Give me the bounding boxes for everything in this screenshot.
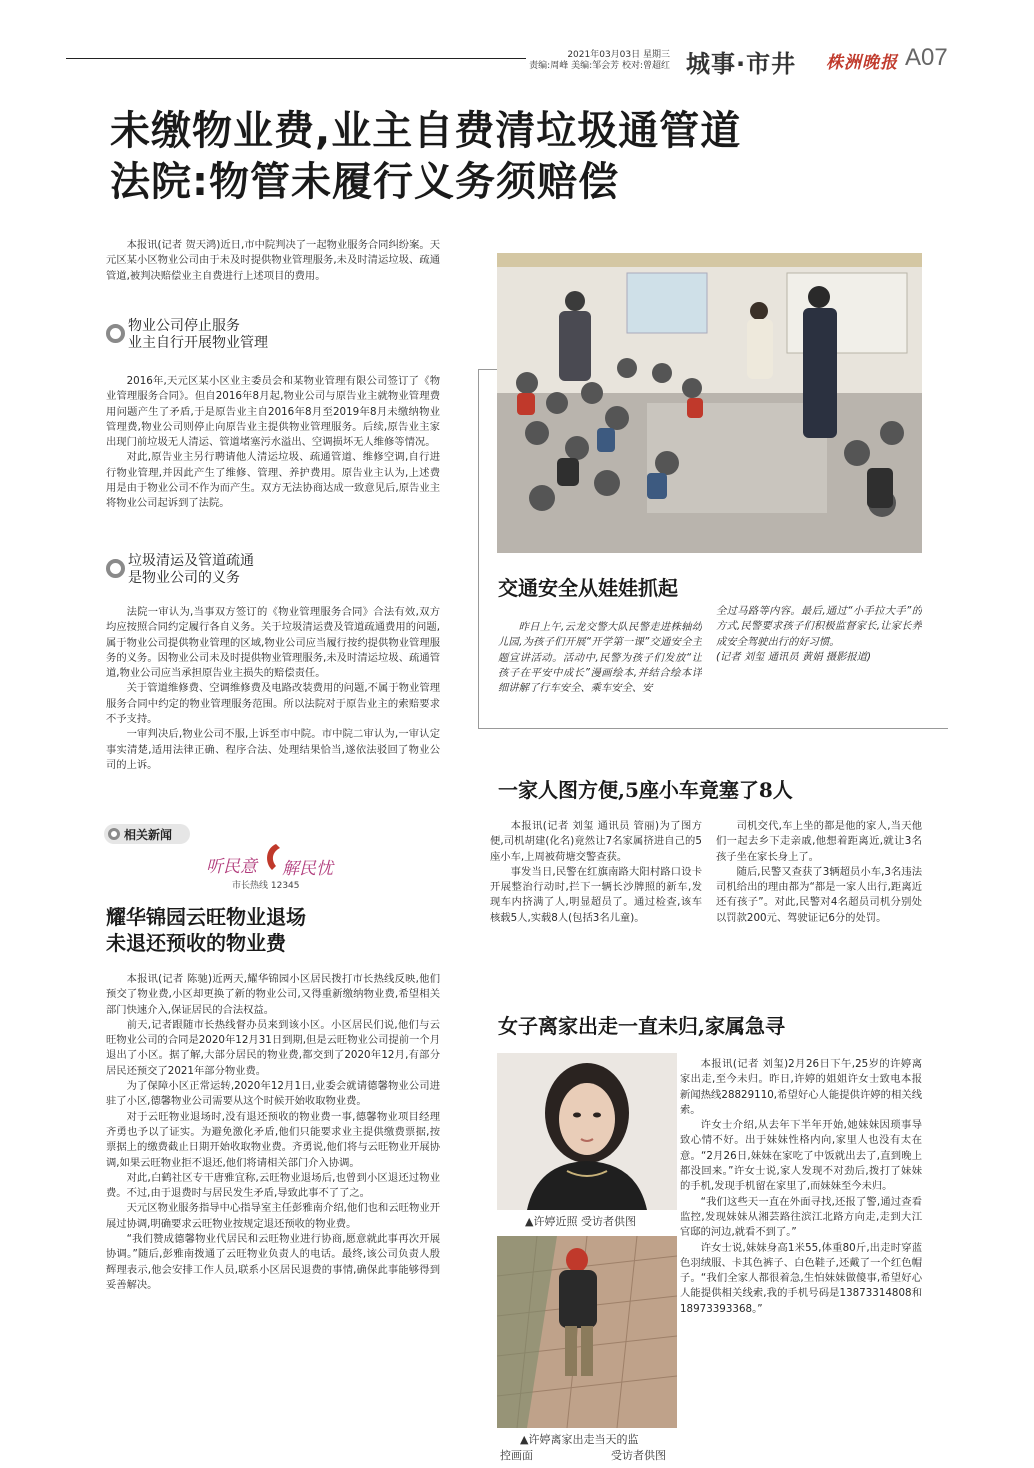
frame-line-top: [478, 369, 497, 370]
section-1-text: [106, 374, 440, 544]
related-news-label: [104, 824, 190, 844]
missing-p3: “我们这些天一直在外面寻找,还报了警,通过查看监控,发现妹妹从湘芸路往滨江北路方向走,走到大江官邸的河边,就看不到了。”: [680, 1195, 922, 1239]
traffic-credit: (记者 刘玺 通讯员 黄娟 摄影报道): [716, 650, 871, 663]
related-p2: 前天,记者跟随市长热线督办员来到该小区。小区居民们说,他们与云旺物业公司的合同是2020年12月31日到期,但是云旺物业公司提前一个月退出了小区。据了解,大部分居民的物业费,都交到了2020年12月,有部分居民还预交了2021年部分物业费。: [106, 1018, 440, 1077]
portrait-caption: ▲许婷近照 受访者供图: [525, 1215, 636, 1228]
cctv-caption-part-a: 控画面: [500, 1449, 533, 1462]
frame-line-left: [478, 369, 479, 728]
missing-text: [680, 1057, 922, 1465]
header-meta: [520, 50, 670, 72]
car-headline: 一家人图方便,5座小车竟塞了8人: [498, 778, 793, 802]
subhead-1: [106, 318, 406, 356]
page-number: A07: [905, 44, 948, 71]
subhead-2-line1: 垃圾清运及管道疏通: [128, 553, 254, 569]
section-name: 城事·市井: [686, 50, 797, 78]
subhead-1-line1: 物业公司停止服务: [128, 318, 240, 334]
logo-text-1: 听民意: [206, 857, 257, 877]
subhead-2-line2: 是物业公司的义务: [128, 570, 240, 586]
traffic-text-col1: [498, 620, 702, 720]
car-text-col2: [716, 819, 922, 969]
header-rule: [66, 58, 526, 59]
paper-logo: 株洲晚报: [826, 53, 898, 73]
lead-paragraph: 本报讯(记者 贺天鸿)近日,市中院判决了一起物业服务合同纠纷案。天元区某小区物业公司由于未及时提供物业管理服务,未及时清运垃圾、疏通管道,被判决赔偿业主自费进行上述项目的费用。: [106, 239, 440, 282]
section-1-p2: 对此,原告业主另行聘请他人清运垃圾、疏通管道、维修空调,自行进行物业管理,并因此产生了维修、管理、养护费用。原告业主认为,上述费用是由于物业公司不作为而产生。双方无法协商达成一致意见后,原告业主将物业公司起诉到了法院。: [106, 451, 440, 510]
subhead-1-line2: 业主自行开展物业管理: [128, 335, 268, 351]
related-p3: 为了保障小区正常运转,2020年12月1日,业委会就请德馨物业公司进驻了小区,德馨物业公司需要从这个时候开始收取物业费。: [106, 1080, 440, 1108]
related-p5: 对此,白鹤社区专干唐雅宜称,云旺物业退场后,也曾到小区退还过物业费。不过,由于退费时与居民发生矛盾,导致此事不了了之。: [106, 1171, 440, 1200]
related-headline: [106, 904, 436, 956]
subhead-ring-icon: [106, 559, 125, 578]
missing-p4: 许女士说,妹妹身高1米55,体重80斤,出走时穿蓝色羽绒服、卡其色裤子、白色鞋子,还戴了一个红色帽子。“我们全家人都很着急,生怕妹妹做傻事,希望好心人能提供相关线索,我的手机号码是13873314808和18973393368。”: [680, 1241, 922, 1315]
section-2-text: [106, 605, 440, 807]
cctv-caption-line1: ▲许婷离家出走当天的监: [520, 1433, 639, 1446]
related-label-text: 相关新闻: [124, 828, 173, 842]
section-2-p2: 关于管道维修费、空调维修费及电路改装费用的问题,不属于物业管理服务合同中约定的物业管理服务范围。所以法院对于原告业主的索赔要求不予支持。: [106, 682, 440, 726]
cctv-caption-line2: [500, 1448, 676, 1464]
frame-line-bottom: [478, 728, 948, 729]
portrait-illustration: [497, 1053, 677, 1210]
car-col2-p1: 司机交代,车上坐的都是他的家人,当天他们一起去乡下走亲戚,他想着距离近,就让3名孩子坐在家长身上了。: [716, 820, 922, 863]
related-text: [106, 972, 440, 1412]
traffic-col2-p: 全过马路等内容。最后,通过“小手拉大手”的方式,民警要求孩子们积极监督家长,让家长养成安全驾驶出行的好习惯。: [716, 605, 922, 648]
date-line: 2021年03月03日 星期三: [567, 50, 670, 60]
cctv-illustration: [497, 1236, 677, 1428]
related-p6: 天元区物业服务指导中心指导室主任彭雅南介绍,他们也和云旺物业开展过协调,明确要求云旺物业按规定退还预收的物业费。: [106, 1202, 440, 1230]
main-headline-1: 未缴物业费,业主自费清垃圾通管道: [110, 108, 742, 154]
logo-text-2: 解民忧: [282, 859, 333, 879]
car-text-col1: [490, 819, 702, 969]
traffic-text-col2: [716, 604, 922, 724]
related-p7: “我们赞成德馨物业代居民和云旺物业进行协商,愿意就此事再次开展协调。”随后,彭雅南拨通了云旺物业负责人的电话。最终,该公司负责人殷辉理表示,他会安排工作人员,联系小区居民退费的事情,确保此事能够得到妥善解决。: [106, 1233, 440, 1291]
cctv-caption-part-b: 受访者供图: [611, 1449, 666, 1462]
subhead-ring-icon: [106, 324, 125, 343]
traffic-col1-p: 昨日上午,云龙交警大队民警走进株轴幼儿园,为孩子们开展“开学第一课”交通安全主题宣讲活动。活动中,民警为孩子们发放“让孩子在平安中成长”漫画绘本,并结合绘本详细讲解了行车安全、乘车安全、安: [498, 621, 702, 695]
related-headline-2: 未退还预收的物业费: [106, 931, 286, 955]
car-col2-p2: 随后,民警又查获了3辆超员小车,3名违法司机给出的理由都为“都是一家人出行,距离近还有孩子”。对此,民警对4名超员司机分别处以罚款200元、驾驶证记6分的处罚。: [716, 865, 922, 924]
car-col1-p2: 事发当日,民警在红旗南路大阳村路口设卡开展整治行动时,拦下一辆长沙牌照的新车,发现车内挤满了人,明显超员了。通过检查,该车核载5人,实载8人(包括3名儿童)。: [490, 865, 702, 924]
classroom-photo: [497, 253, 922, 553]
related-p1: 本报讯(记者 陈驰)近两天,耀华锦园小区居民拨打市长热线反映,他们预交了物业费,小区却更换了新的物业公司,又得重新缴纳物业费,希望相关部门快速介入,保证居民的合法权益。: [106, 973, 440, 1016]
portrait-photo: [497, 1053, 677, 1210]
related-ring-icon: [108, 828, 120, 840]
cctv-photo: [497, 1236, 677, 1428]
main-headline-2: 法院:物管未履行义务须赔偿: [110, 159, 619, 205]
hotline-logo: [200, 842, 360, 894]
related-headline-1: 耀华锦园云旺物业退场: [106, 905, 306, 929]
traffic-headline: 交通安全从娃娃抓起: [498, 576, 678, 600]
editor-line: 责编:周峰 美编:邹会芳 校对:曾超红: [529, 61, 670, 71]
section-2-p3: 一审判决后,物业公司不服,上诉至市中院。市中院二审认为,一审认定事实清楚,适用法律正确、程序合法、处理结果恰当,遂依法驳回了物业公司的上诉。: [106, 728, 440, 771]
missing-p2: 许女士介绍,从去年下半年开始,她妹妹因琐事导致心情不好。出于妹妹性格内向,家里人也没有太在意。“2月26日,妹妹在家吃了中饭就出去了,直到晚上都没回来。”许女士说,家人发现不对劲后,拨打了妹妹的手机,发现手机留在家里了,而妹妹至今未归。: [680, 1119, 922, 1193]
missing-p1: 本报讯(记者 刘玺)2月26日下午,25岁的许婷离家出走,至今未归。昨日,许婷的姐姐许女士致电本报新闻热线28829110,希望好心人能提供许婷的相关线索。: [680, 1058, 922, 1116]
cctv-caption: [500, 1432, 676, 1464]
subhead-2: [106, 553, 406, 591]
car-col1-p1: 本报讯(记者 刘玺 通讯员 管丽)为了图方便,司机胡建(化名)竟然让7名家属挤进自己的5座小车,上周被荷塘交警查获。: [490, 820, 702, 863]
related-p4: 对于云旺物业退场时,没有退还预收的物业费一事,德馨物业项目经理齐勇也予以了证实。为避免激化矛盾,他们只能要求业主提供缴费票据,按票据上的缴费截止日期开始收取物业费。齐勇说,他们将与云旺物业开展协调,如果云旺物业拒不退还,他们将请相关部门介入协调。: [106, 1110, 440, 1169]
section-1-p1: 2016年,天元区某小区业主委员会和某物业管理有限公司签订了《物业管理服务合同》。但自2016年8月起,物业公司与原告业主就物业管理费用问题产生了矛盾,于是原告业主自2016年8月至2019年8月未缴纳物业管理费,物业公司则停止向原告业主提供物业管理服务。后续,原告业主家出现门前垃圾无人清运、管道堵塞污水溢出、空调损坏无人维修等情况。: [106, 375, 440, 449]
phone-icon: [260, 842, 284, 872]
main-lead: [106, 238, 440, 302]
missing-headline: 女子离家出走一直未归,家属急寻: [498, 1014, 785, 1038]
hotline-text: 市长热线 12345: [232, 881, 300, 891]
classroom-photo-illustration: [497, 253, 922, 553]
section-2-p1: 法院一审认为,当事双方签订的《物业管理服务合同》合法有效,双方均应按照合同约定履行各自义务。关于垃圾清运费及管道疏通费用的问题,属于物业公司提供物业管理的区域,物业公司应当履行按约提供物业管理服务的义务。因物业公司未及时提供物业管理服务,未及时清运垃圾、疏通管道,物业公司应当承担原告业主损失的赔偿责任。: [106, 606, 440, 680]
